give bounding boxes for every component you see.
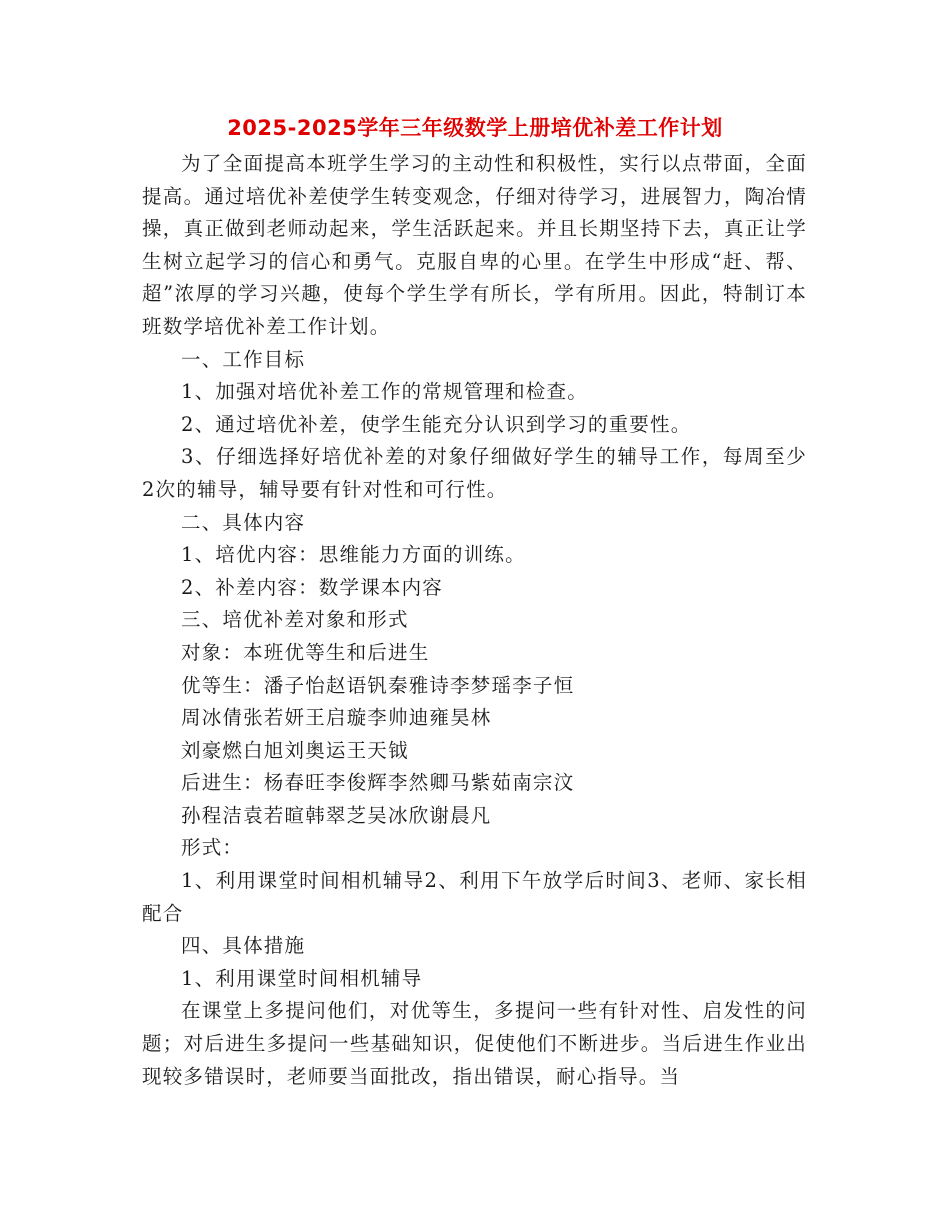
top-students-line-1: 优等生：潘子怡赵语钒秦雅诗李梦瑶李子恒 [181,673,575,697]
section-heading-targets: 三、培优补差对象和形式 [181,608,409,632]
goal-item-2: 2、通过培优补差，使学生能充分认识到学习的重要性。 [181,412,692,436]
targets-line: 对象：本班优等生和后进生 [181,640,430,664]
measure-paragraph-1: 在课堂上多提问他们，对优等生，多提问一些有针对性、启发性的问题；对后进生多提问一些基础知识，促使他们不断进步。当后进生作业出现较多错误时，老师要当面批改，指出错误，耐心指导。当 [142,999,807,1088]
measure-item-1: 1、利用课堂时间相机辅导 [181,966,423,990]
document-title: 2025-2025学年三年级数学上册培优补差工作计划 [227,116,723,140]
section-heading-measures: 四、具体措施 [181,934,306,958]
form-items: 1、利用课堂时间相机辅导2、利用下午放学后时间3、老师、家长相配合 [142,869,807,925]
content-item-2: 2、补差内容：数学课本内容 [181,575,444,599]
form-label: 形式： [181,836,244,860]
struggling-students-line-2: 孙程洁袁若暄韩翠芝吴冰欣谢晨凡 [181,803,492,827]
top-students-line-2: 周冰倩张若妍王启璇李帅迪雍昊林 [181,706,492,730]
goal-item-3: 3、仔细选择好培优补差的对象仔细做好学生的辅导工作，每周至少2次的辅导，辅导要有针对性和可行性。 [142,445,807,501]
section-heading-content: 二、具体内容 [181,510,306,534]
struggling-students-line-1: 后进生：杨春旺李俊辉李然卿马紫茹南宗汶 [181,771,575,795]
document-body [142,148,807,1093]
goal-item-1: 1、加强对培优补差工作的常规管理和检查。 [181,380,588,404]
section-heading-goals: 一、工作目标 [181,347,306,371]
paragraph-intro: 为了全面提高本班学生学习的主动性和积极性，实行以点带面，全面提高。通过培优补差使学生转变观念，仔细对待学习，进展智力，陶冶情操，真正做到老师动起来，学生活跃起来。并且长期坚持下去，真正让学生树立起学习的信心和勇气。克服自卑的心里。在学生中形成“赶、帮、超”浓厚的学习兴趣，使每个学生学有所长，学有所用。因此，特制订本班数学培优补差工作计划。 [142,152,807,338]
content-item-1: 1、培优内容：思维能力方面的训练。 [181,543,526,567]
top-students-line-3: 刘豪燃白旭刘奥运王天钺 [181,738,409,762]
